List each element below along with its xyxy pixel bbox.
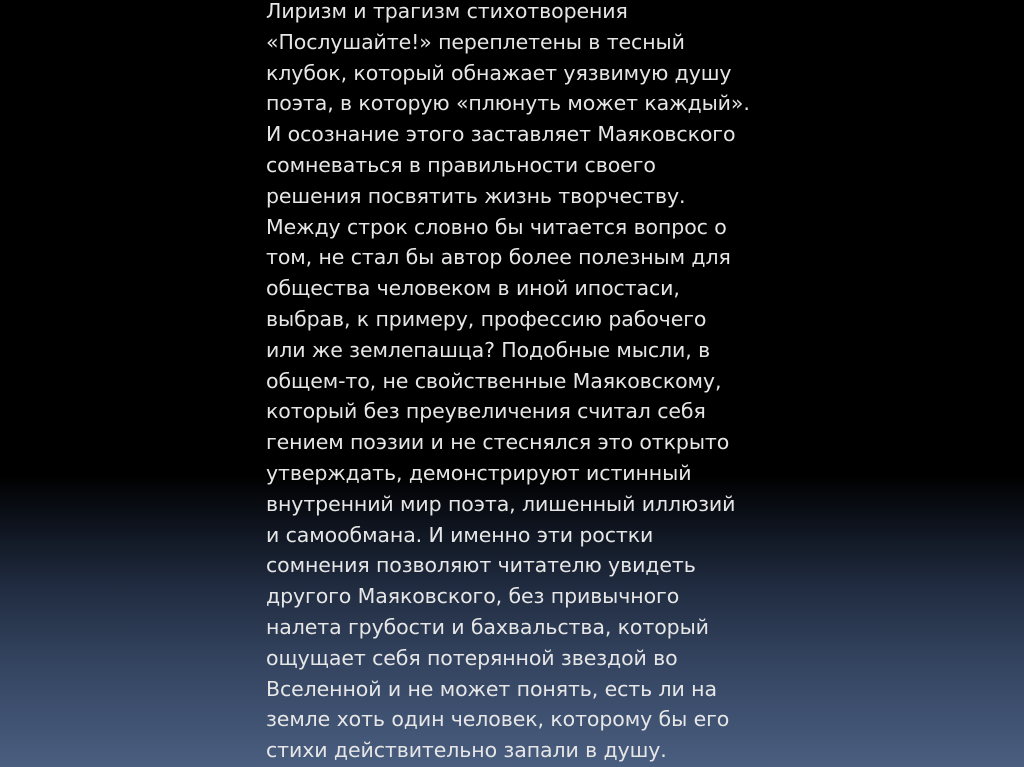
text-line: Вселенной и не может понять, есть ли на — [266, 676, 717, 701]
text-line: гением поэзии и не стеснялся это открыто — [266, 430, 730, 455]
text-line: решения посвятить жизнь творчеству. — [266, 183, 686, 208]
text-line: сомневаться в правильности своего — [266, 152, 656, 177]
text-line: «Послушайте!» переплетены в тесный — [266, 29, 685, 54]
text-line: общества человеком в иной ипостаси, — [266, 276, 680, 301]
text-line: который без преувеличения считал себя — [266, 399, 706, 424]
text-line: или же землепашца? Подобные мысли, в — [266, 337, 711, 362]
text-line: сомнения позволяют читателю увидеть — [266, 553, 696, 578]
text-line: клубок, который обнажает уязвимую душу — [266, 60, 732, 85]
text-line: другого Маяковского, без привычного — [266, 584, 680, 609]
text-line: общем-то, не свойственные Маяковскому, — [266, 368, 722, 393]
text-line: том, не стал бы автор более полезным для — [266, 245, 731, 270]
text-line: Лиризм и трагизм стихотворения — [266, 0, 628, 23]
text-line: внутренний мир поэта, лишенный иллюзий — [266, 491, 736, 516]
text-line: и самообмана. И именно эти ростки — [266, 522, 654, 547]
text-line: стихи действительно запали в душу. — [266, 738, 667, 763]
text-line: утверждать, демонстрируют истинный — [266, 460, 692, 485]
text-line: И осознание этого заставляет Маяковского — [266, 122, 736, 147]
text-line: земле хоть один человек, которому бы его — [266, 707, 730, 732]
slide-body-text — [266, 0, 766, 766]
text-line: поэта, в которую «плюнуть может каждый». — [266, 91, 750, 116]
text-line: налета грубости и бахвальства, который — [266, 614, 709, 639]
text-line: выбрав, к примеру, профессию рабочего — [266, 306, 707, 331]
text-line: ощущает себя потерянной звездой во — [266, 645, 678, 670]
text-line: Между строк словно бы читается вопрос о — [266, 214, 727, 239]
